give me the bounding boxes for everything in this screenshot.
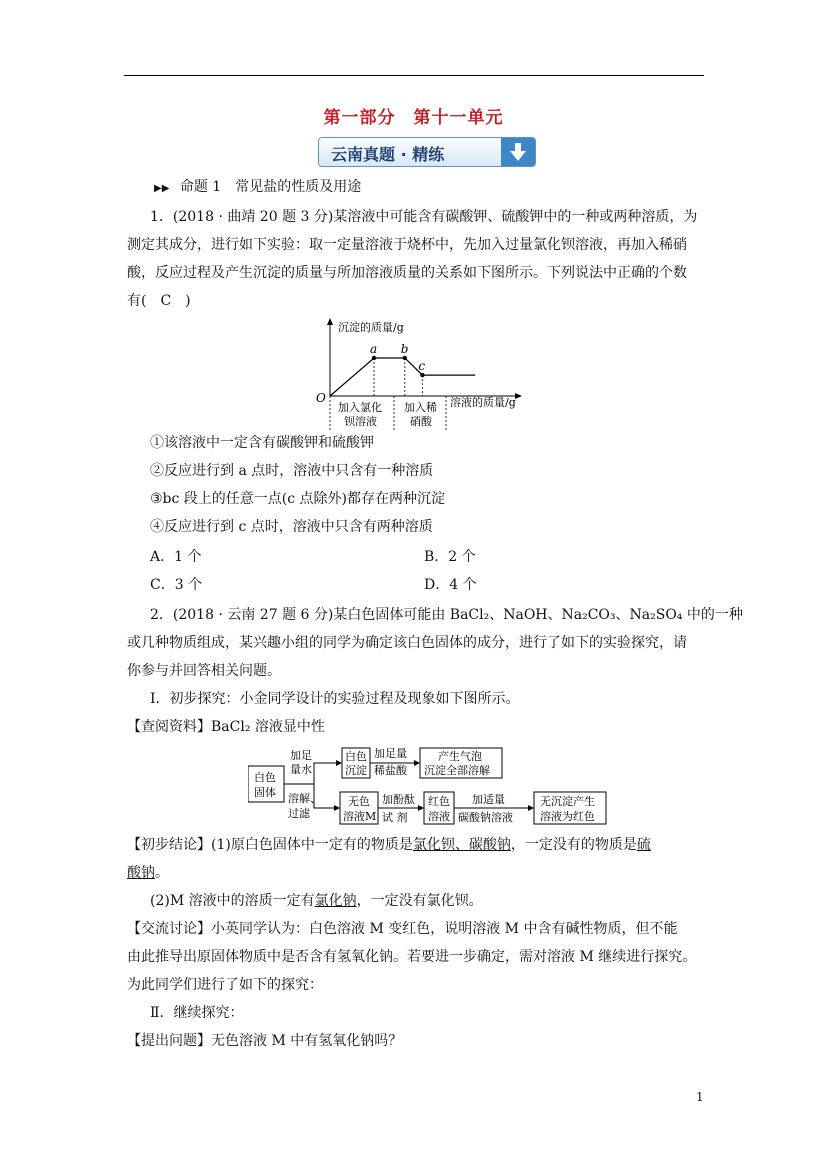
flow-carbonate-arrow-1: 加适量 xyxy=(472,793,505,806)
flow-start-1: 白色 xyxy=(254,771,276,784)
x-axis-arrow xyxy=(515,393,522,399)
point-c xyxy=(420,373,424,377)
q2-line-1: 2．(2018 · 云南 27 题 6 分)某白色固体可能由 BaCl₂、NaOH、Na₂CO₃、Na₂SO₄ 中的一种 xyxy=(150,607,743,623)
q1-statement-2: ②反应进行到 a 点时，溶液中只含有一种溶质 xyxy=(150,463,434,479)
flow-acid-arrow-2: 稀盐酸 xyxy=(374,764,407,777)
q1-option-c: C．3 个 xyxy=(150,577,203,593)
q1-option-d: D．4 个 xyxy=(424,577,477,593)
origin-label: O xyxy=(316,391,326,405)
precipitate-curve xyxy=(330,358,475,396)
flow-up-arrow-1: 加足 xyxy=(290,749,312,762)
point-b xyxy=(403,356,407,360)
flow-solution-m-2: 溶液M xyxy=(343,810,377,823)
conclusion-1-text: 【初步结论】(1)原白色固体中一定有的物质是 xyxy=(127,837,413,853)
section-2-heading: Ⅱ．继续探究： xyxy=(150,1005,244,1021)
y-axis-arrow xyxy=(327,318,333,325)
conclusion-2-text: (2)M 溶液中的溶质一定有 xyxy=(150,893,315,909)
flow-precipitate-2: 沉淀 xyxy=(345,764,367,777)
discussion-line-3: 为此同学们进行了如下的探究： xyxy=(127,977,323,993)
conclusion-1-answer2-part2: 酸钠 xyxy=(127,865,155,881)
q2-info: 【查阅资料】BaCl₂ 溶液显中性 xyxy=(127,719,325,735)
q1-statement-3: ③bc 段上的任意一点(c 点除外)都存在两种沉淀 xyxy=(150,491,446,507)
topic-marker: ▶▶ xyxy=(154,183,170,194)
topic-heading xyxy=(154,177,361,199)
flow-acid-arrow-1: 加足量 xyxy=(374,747,407,760)
flow-acid-result-2: 沉淀全部溶解 xyxy=(424,764,490,777)
region-2-line-1: 加入稀 xyxy=(404,401,437,414)
q2-line-2: 或几种物质组成，某兴趣小组的同学为确定该白色固体的成分，进行了如下的实验探究，请 xyxy=(127,635,687,651)
flow-indicator-arrow-2: 试 剂 xyxy=(382,811,408,824)
header-rule xyxy=(124,75,704,76)
flow-solution-m-1: 无色 xyxy=(348,795,370,808)
x-axis-label: 溶液的质量/g xyxy=(450,396,516,409)
region-1-line-2: 钡溶液 xyxy=(344,415,377,428)
region-1-line-1: 加入氯化 xyxy=(338,401,382,414)
q2-line-3: 你参与并回答相关问题。 xyxy=(127,663,281,679)
section-banner xyxy=(318,137,536,167)
page-number: 1 xyxy=(696,1090,704,1104)
point-b-label: b xyxy=(400,342,409,356)
point-c-label: c xyxy=(418,359,426,374)
flow-up-arrow-2: 量水 xyxy=(290,763,312,776)
topic-label: 命题 1 常见盐的性质及用途 xyxy=(179,179,362,195)
flow-carbonate-arrow-2: 碳酸钠溶液 xyxy=(458,811,513,824)
flow-red-2: 溶液 xyxy=(428,810,450,823)
flow-precipitate-1: 白色 xyxy=(345,750,367,763)
q1-line-1: 1．(2018 · 曲靖 20 题 3 分)某溶液中可能含有碳酸钾、硫酸钾中的一种或两种溶质，为 xyxy=(150,209,698,225)
q1-line-3: 酸，反应过程及产生沉淀的质量与所加溶液质量的关系如下图所示。下列说法中正确的个数 xyxy=(127,265,687,281)
flow-acid-result-1: 产生气泡 xyxy=(438,750,482,763)
precipitate-chart xyxy=(310,316,550,432)
q1-statement-4: ④反应进行到 c 点时，溶液中只含有两种溶质 xyxy=(150,519,433,535)
region-2-line-2: 硝酸 xyxy=(410,415,432,428)
discussion-line-2: 由此推导出原固体物质中是否含有氢氧化钠。若要进一步确定，需对溶液 M 继续进行探究。 xyxy=(127,949,697,965)
flow-indicator-arrow-1: 加酚酞 xyxy=(382,793,415,806)
q1-option-b: B．2 个 xyxy=(424,549,476,565)
q2-section-1: Ⅰ．初步探究：小金同学设计的实验过程及现象如下图所示。 xyxy=(150,691,520,707)
y-axis-label: 沉淀的质量/g xyxy=(338,321,404,334)
discussion-line-1: 【交流讨论】小英同学认为：白色溶液 M 变红色，说明溶液 M 中含有碱性物质，但不能 xyxy=(127,921,678,937)
banner-label: 云南真题 · 精练 xyxy=(331,145,445,164)
q1-option-a: A．1 个 xyxy=(150,549,202,565)
conclusion-1-end: 。 xyxy=(155,865,169,881)
point-a-label: a xyxy=(370,342,378,356)
flow-down-arrow-2: 过滤 xyxy=(288,807,310,820)
flow-start-2: 固体 xyxy=(254,786,276,799)
conclusion-1-line-2 xyxy=(127,863,169,883)
conclusion-1-answer: 氯化钡、碳酸钠 xyxy=(412,837,511,853)
down-arrow-icon xyxy=(501,138,535,166)
conclusion-1-text-b: ，一定没有的物质是 xyxy=(510,837,637,853)
flow-final-1: 无沉淀产生 xyxy=(540,795,595,808)
experiment-flowchart xyxy=(248,746,620,830)
flow-red-1: 红色 xyxy=(428,795,450,808)
conclusion-1-line-1 xyxy=(127,835,651,855)
question-line: 【提出问题】无色溶液 M 中有氢氧化钠吗？ xyxy=(127,1033,403,1049)
conclusion-2-line xyxy=(150,891,483,911)
page-title: 第一部分 第十一单元 xyxy=(323,108,504,128)
q1-line-4: 有( C ) xyxy=(127,293,191,309)
point-a xyxy=(372,356,376,360)
conclusion-2-answer: 氯化钠 xyxy=(314,893,357,909)
flow-final-2: 溶液为红色 xyxy=(540,810,595,823)
flow-down-arrow-1: 溶解、 xyxy=(288,792,321,805)
conclusion-2-text-b: ，一定没有氯化钡。 xyxy=(356,893,483,909)
q1-line-2: 测定其成分，进行如下实验：取一定量溶液于烧杯中，先加入过量氯化钡溶液，再加入稀硝 xyxy=(127,237,687,253)
q1-statement-1: ①该溶液中一定含有碳酸钾和硫酸钾 xyxy=(150,435,374,451)
conclusion-1-answer2-part1: 硫 xyxy=(636,837,651,853)
